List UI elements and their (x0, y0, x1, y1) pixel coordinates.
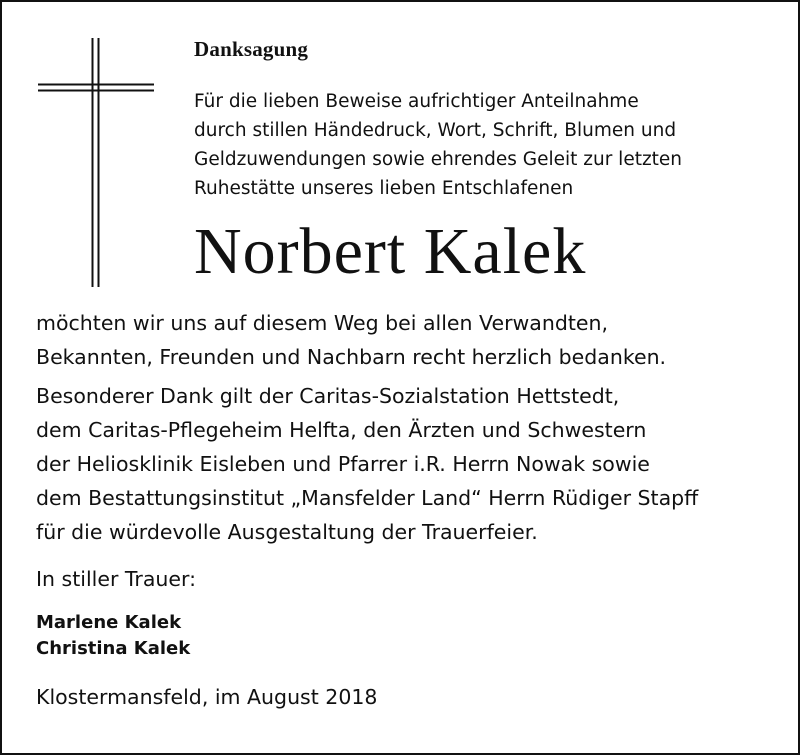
special-thanks-line: Besonderer Dank gilt der Caritas-Sozialstation Hettstedt, (36, 384, 620, 408)
special-thanks-line: für die würdevolle Ausgestaltung der Trauerfeier. (36, 520, 538, 544)
thanks-line: möchten wir uns auf diesem Weg bei allen Verwandten, (36, 311, 608, 335)
notice-heading: Danksagung (194, 37, 309, 61)
signers-list (36, 610, 190, 662)
intro-line: Geldzuwendungen sowie ehrendes Geleit zur letzten (194, 149, 683, 170)
intro-line: Ruhestätte unseres lieben Entschlafenen (194, 178, 574, 199)
signer-name: Christina Kalek (36, 638, 191, 659)
intro-paragraph (194, 87, 682, 203)
intro-line: Für die lieben Beweise aufrichtiger Anteilnahme (194, 91, 639, 112)
thanks-paragraph (36, 306, 698, 549)
special-thanks-line: dem Bestattungsinstitut „Mansfelder Land“ Herrn Rüdiger Stapff (36, 486, 699, 510)
special-thanks-line: dem Caritas-Pflegeheim Helfta, den Ärzten und Schwestern (36, 418, 647, 442)
cross-icon (2, 2, 202, 302)
mourning-line: In stiller Trauer: (36, 567, 196, 591)
thanks-line: Bekannten, Freunden und Nachbarn recht herzlich bedanken. (36, 345, 667, 369)
special-thanks-line: der Heliosklinik Eisleben und Pfarrer i.R. Herrn Nowak sowie (36, 452, 650, 476)
intro-line: durch stillen Händedruck, Wort, Schrift, Blumen und (194, 120, 677, 141)
place-and-date: Klostermansfeld, im August 2018 (36, 685, 378, 709)
signer-name: Marlene Kalek (36, 612, 182, 633)
deceased-name: Norbert Kalek (194, 215, 587, 288)
